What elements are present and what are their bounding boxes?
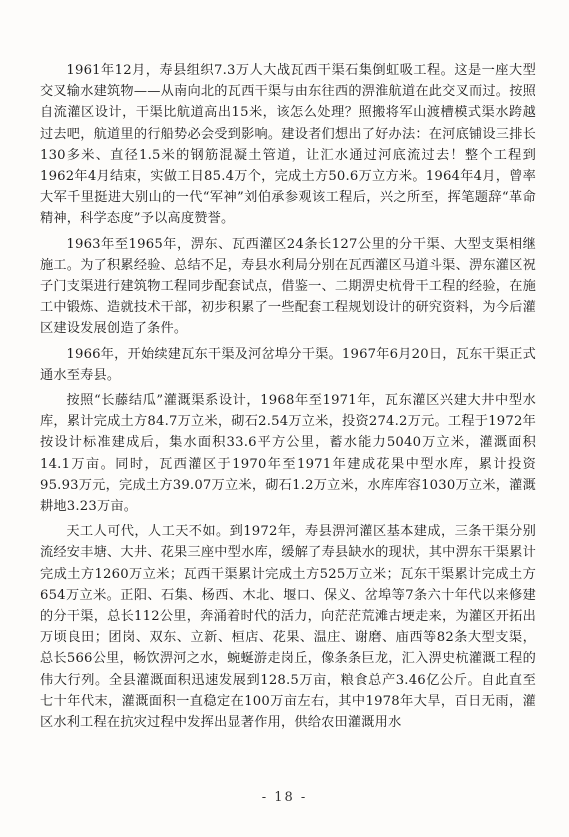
paragraph-5: 天工人可代，人工天不如。到1972年，寿县淠河灌区基本建成，三条干渠分别流经安丰塘、大井、花果三座中型水库，缓解了寿县缺水的现状，其中淠东干渠累计完成土方1260万立米；瓦西干渠累计完成土方525万立米；瓦东干渠累计完成土方654万立米。正阳、石集、杨西、木北、堰口、保义、岔埠等7条六十年代以来修建的分干渠，总长112公里，奔涌着时代的活力，向茫茫荒滩古埂走来，为灌区开拓出万顷良田；团岗、双东、立新、桓店、花果、温庄、谢磨、庙西等82条大型支渠，总长566公里，畅饮淠河之水，蜿蜒游走岗丘，像条条巨龙，汇入淠史杭灌溉工程的伟大行列。全县灌溉面积迅速发展到128.5万亩，粮食总产3.46亿公斤。自此直至七十年代末，灌溉面积一直稳定在100万亩左右，其中1978年大旱，百日无雨，灌区水利工程在抗灾过程中发挥出显著作用，供给农田灌溉用水 [40, 524, 536, 731]
paragraph-2: 1963年至1965年，淠东、瓦西灌区24条长127公里的分干渠、大型支渠相继施工。为了积累经验、总结不足，寿县水利局分别在瓦西灌区马道斗渠、淠东灌区祝子门支渠进行建筑物工程同步配套试点，借鉴一、二期淠史杭骨干工程的经验，在施工中锻炼、造就技术干部，初步积累了一些配套工程规划设计的研究资料，为今后灌区建设发展创造了条件。 [40, 236, 536, 337]
paragraph-4: 按照“长藤结瓜”灌溉渠系设计，1968年至1971年，瓦东灌区兴建大井中型水库，累计完成土方84.7万立米，砌石2.54万立米，投资274.2万元。工程于1972年按设计标准建成后，集水面积33.6平方公里，蓄水能力5040万立米，灌溉面积14.1万亩。同时，瓦西灌区于1970年至1971年建成花果中型水库，累计投资95.93万元，完成土方39.07万立米，砌石1.2万立米，水库库容1030万立米，灌溉耕地3.23万亩。 [40, 393, 536, 515]
paragraph-1: 1961年12月，寿县组织7.3万人大战瓦西干渠石集倒虹吸工程。这是一座大型交叉输水建筑物——从南向北的瓦西干渠与由东往西的淠淮航道在此交叉而过。按照自流灌区设计，干渠比航道高出15米，该怎么处理？照搬将军山渡槽模式渠水跨越过去吧，航道里的行船势必会受到影响。建设者们想出了好办法：在河底铺设三排长130多米、直径1.5米的钢筋混凝土管道，让汇水通过河底流过去！整个工程到1962年4月结束，实做工日85.4万个，完成土方50.6万立方米。1964年4月，曾率大军千里挺进大别山的一代“军神”刘伯承参观该工程后，兴之所至，挥笔题辞“革命精神，科学态度”予以高度赞誉。 [40, 63, 536, 227]
body-text [40, 60, 536, 737]
page-number: - 18 - [261, 790, 308, 805]
paragraph-3: 1966年，开始续建瓦东干渠及河岔埠分干渠。1967年6月20日，瓦东干渠正式通水至寿县。 [40, 346, 536, 383]
